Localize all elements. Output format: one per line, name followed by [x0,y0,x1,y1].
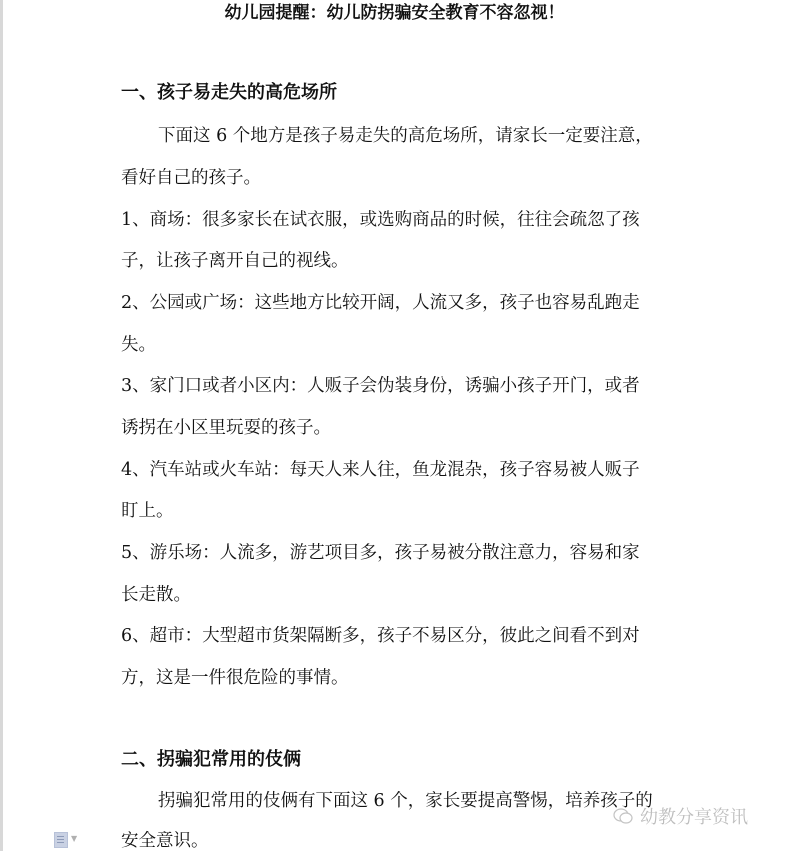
list-item-line: 盯上。 [121,501,174,521]
list-item-line: 子，让孩子离开自己的视线。 [121,251,349,271]
wechat-icon [612,807,634,825]
list-item-line: 4、汽车站或火车站：每天人来人往，鱼龙混杂，孩子容易被人贩子 [121,460,640,480]
watermark [612,803,748,829]
list-item-line: 5、游乐场：人流多，游艺项目多，孩子易被分散注意力，容易和家 [121,543,640,563]
list-item-line: 1、商场：很多家长在试衣服，或选购商品的时候，往往会疏忽了孩 [121,210,640,230]
list-item-line: 方，这是一件很危险的事情。 [121,668,349,688]
list-item-line: 2、公园或广场：这些地方比较开阔，人流又多，孩子也容易乱跑走 [121,293,640,313]
list-item-line: 6、超市：大型超市货架隔断多，孩子不易区分，彼此之间看不到对 [121,626,640,646]
paragraph-line: 看好自己的孩子。 [121,168,261,188]
section-1-heading: 一、孩子易走失的高危场所 [121,82,337,103]
document-icon[interactable] [54,832,68,848]
chevron-down-icon[interactable]: ▼ [71,834,78,843]
section-2-heading: 二、拐骗犯常用的伎俩 [121,749,301,770]
paragraph-line: 拐骗犯常用的伎俩有下面这 6 个，家长要提高警惕，培养孩子的 [158,791,653,811]
list-item-line: 失。 [121,335,156,355]
watermark-text: 幼教分享资讯 [640,807,748,828]
list-item-line: 3、家门口或者小区内：人贩子会伪装身份，诱骗小孩子开门，或者 [121,376,640,396]
document-title: 幼儿园提醒：幼儿防拐骗安全教育不容忽视！ [224,3,565,23]
list-item-line: 诱拐在小区里玩耍的孩子。 [121,418,331,438]
paragraph-line: 安全意识。 [121,831,209,851]
list-item-line: 长走散。 [121,585,191,605]
paragraph-line: 下面这 6 个地方是孩子易走失的高危场所，请家长一定要注意， [158,126,653,146]
